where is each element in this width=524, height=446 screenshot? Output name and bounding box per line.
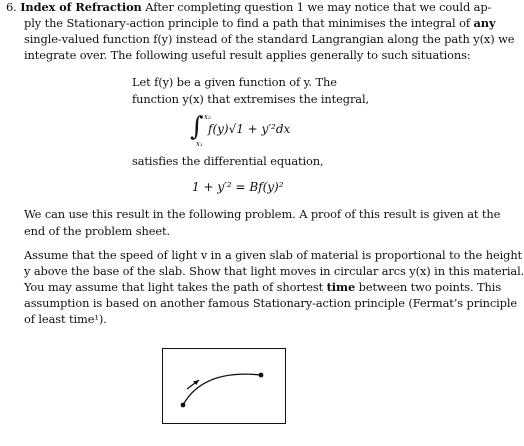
intro-line-3: single-valued function f(y) instead of the standard Langrangian along the path y(x) we (24, 32, 515, 46)
task-line-3-row (24, 280, 501, 294)
task-line-5: of least time¹). (24, 312, 107, 326)
intro-line-4: integrate over. The following useful result applies generally to such situations: (24, 48, 471, 62)
problem-heading-line (6, 0, 491, 14)
task-line-2: y above the base of the slab. Show that light moves in circular arcs y(x) in this material. (24, 264, 524, 278)
usage-line-1: We can use this result in the following problem. A proof of this result is given at the (24, 207, 501, 221)
statement-line-2: function y(x) that extremises the integral, (132, 92, 370, 106)
light-path-diagram (162, 348, 286, 424)
task-line-3a: You may assume that light takes the path of shortest (24, 280, 324, 294)
arc-end-point (259, 373, 264, 378)
satisfies-line: satisfies the differential equation, (132, 154, 324, 168)
integral-lower-limit: x₁ (196, 140, 203, 148)
bold-time: time (326, 280, 356, 294)
circular-arc-path (183, 374, 261, 405)
integral-integrand: f(y)√1 + y′²dx (208, 122, 291, 136)
integral-upper-limit: x₂ (204, 113, 211, 121)
task-line-4: assumption is based on another famous Stationary-action principle (Fermat’s principle (24, 296, 518, 310)
usage-line-2: end of the problem sheet. (24, 224, 171, 238)
task-line-3b: between two points. This (358, 280, 502, 294)
bold-any: any (473, 16, 496, 30)
problem-title: Index of Refraction (20, 0, 142, 14)
differential-equation: 1 + y′² = Bf(y)² (192, 180, 284, 194)
intro-line-1: After completing question 1 we may notice that we could ap- (145, 0, 492, 14)
problem-number: 6. (6, 0, 17, 14)
intro-line-2-row (24, 16, 495, 30)
circular-arc-figure (163, 349, 284, 422)
task-line-1: Assume that the speed of light v in a given slab of material is proportional to the height (24, 248, 523, 262)
intro-line-2: ply the Stationary-action principle to find a path that minimises the integral of (24, 16, 470, 30)
statement-line-1: Let f(y) be a given function of y. The (132, 75, 337, 89)
integral-sign: ∫ (190, 112, 204, 142)
arc-start-point (181, 403, 186, 408)
